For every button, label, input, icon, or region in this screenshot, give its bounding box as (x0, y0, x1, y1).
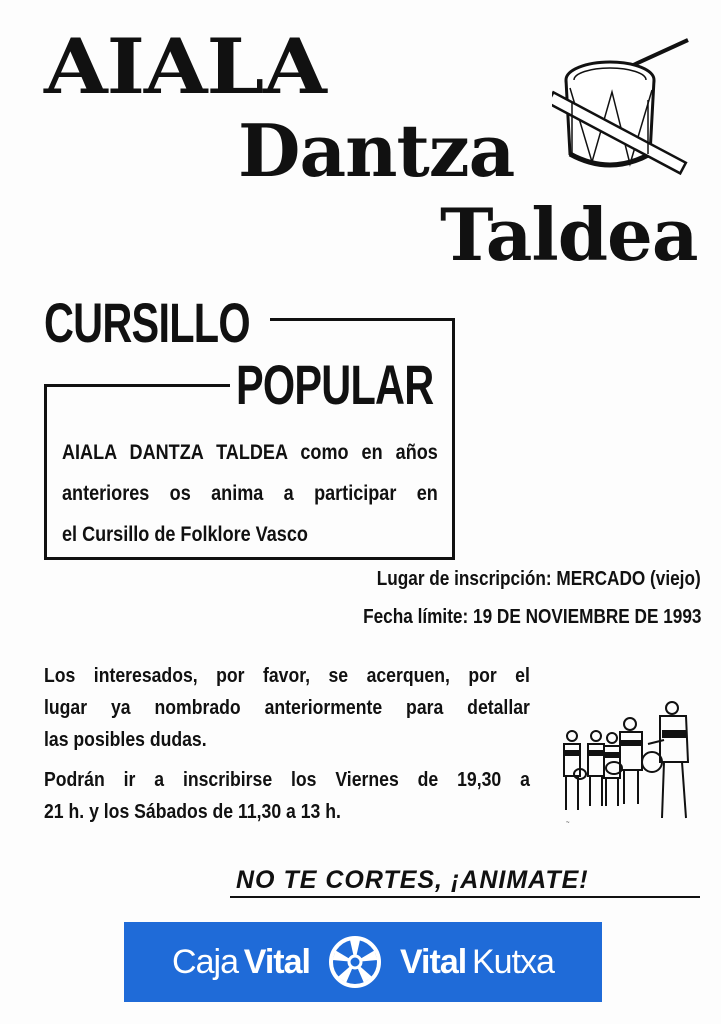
box-mid-line (44, 384, 230, 387)
paragraph-doubts (44, 660, 530, 756)
sponsor-banner (124, 922, 602, 1002)
paragraph-line: 21 h. y los Sábados de 11,30 a 13 h. (44, 800, 341, 823)
intro-text (62, 432, 438, 555)
paragraph-line: las posibles dudas. (44, 728, 207, 751)
box-top-line (270, 318, 454, 321)
paragraph-schedule (44, 764, 530, 828)
sponsor-left-name (172, 943, 310, 982)
sponsor-right-name (400, 943, 554, 982)
slogan: NO TE CORTES, ¡ANIMATE! (236, 866, 589, 894)
paragraph-line: Podrán ir a inscribirse los Viernes de 19,30 a (44, 768, 530, 791)
musicians-illustration (556, 700, 696, 828)
box-right-line (452, 318, 455, 560)
paragraph-line: Los interesados, por favor, se acerquen, por el (44, 664, 530, 687)
title-line-dantza: Dantza (238, 108, 515, 193)
title-line-taldea: Taldea (440, 192, 698, 277)
box-left-line (44, 384, 47, 560)
box-bottom-line (44, 557, 455, 560)
drum-illustration (552, 36, 698, 186)
intro-line: AIALA DANTZA TALDEA como en años (62, 441, 438, 464)
sponsor-word-caja: Caja (172, 942, 238, 981)
sponsor-word-vital: Vital (243, 942, 310, 981)
sponsor-word-kutxa: Kutxa (471, 942, 554, 981)
registration-deadline: Fecha límite: 19 DE NOVIEMBRE DE 1993 (362, 606, 701, 628)
title-line-aiala: AIALA (44, 22, 326, 111)
course-word-popular: POPULAR (236, 353, 434, 416)
paragraph-line: lugar ya nombrado anteriormente para detallar (44, 696, 530, 719)
intro-line: anteriores os anima a participar en (62, 482, 438, 505)
sponsor-word-vital-2: Vital (399, 942, 467, 981)
svg-text:~: ~ (566, 820, 570, 826)
course-word-cursillo: CURSILLO (44, 291, 250, 354)
slogan-underline (230, 896, 700, 898)
intro-line: el Cursillo de Folklore Vasco (62, 523, 308, 546)
sponsor-logo-icon (328, 935, 382, 989)
registration-place: Lugar de inscripción: MERCADO (viejo) (377, 568, 701, 590)
